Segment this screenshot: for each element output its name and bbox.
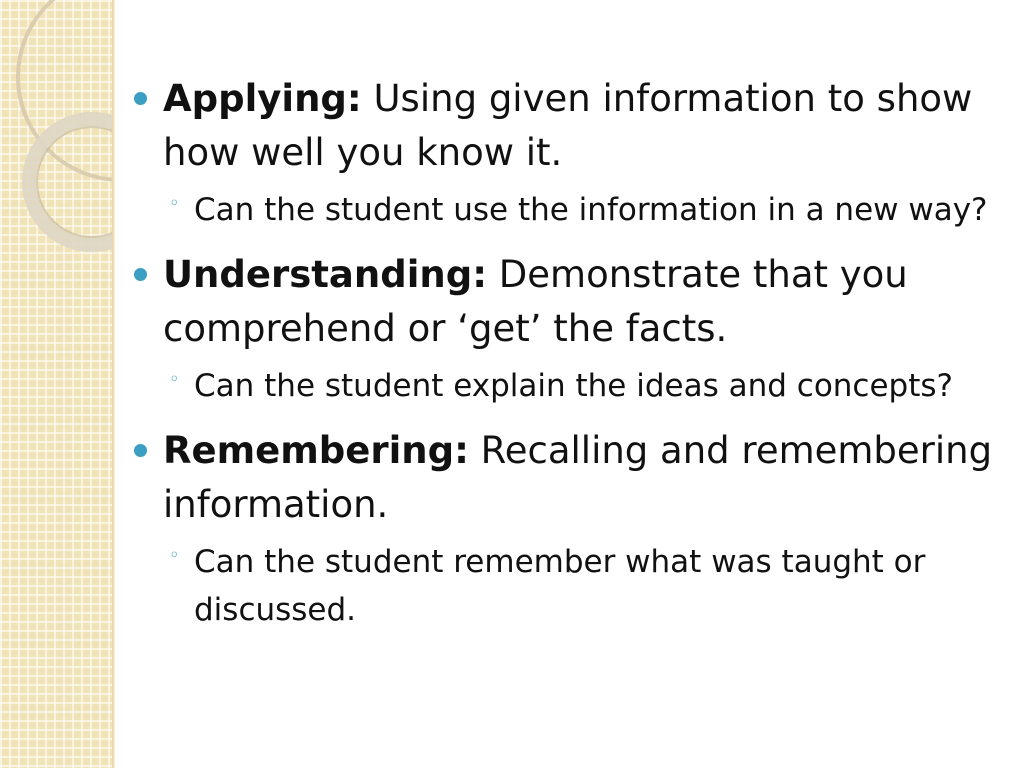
filled-circle-bullet-icon [134, 268, 147, 281]
sub-bullet-text: Can the student remember what was taught or discussed. [194, 544, 926, 628]
hollow-circle-bullet-icon: ◦ [169, 545, 180, 566]
decorative-side-panel [0, 0, 112, 768]
bullet-term: Applying: [163, 77, 362, 120]
bullet-item-remembering [131, 424, 1011, 532]
hollow-circle-bullet-icon: ◦ [169, 193, 180, 214]
sub-bullet-item [131, 538, 1011, 634]
filled-circle-bullet-icon [134, 444, 147, 457]
filled-circle-bullet-icon [134, 92, 147, 105]
hollow-circle-bullet-icon: ◦ [169, 369, 180, 390]
bullet-term: Understanding: [163, 253, 488, 296]
sub-bullet-item [131, 362, 1011, 410]
slide-content [131, 72, 1011, 648]
side-panel-edge [112, 0, 115, 768]
bullet-text: Using given information to show how well you know it. [163, 77, 973, 174]
bullet-term: Remembering: [163, 429, 469, 472]
bullet-item-understanding [131, 248, 1011, 356]
bullet-text: Demonstrate that you comprehend or ‘get’ the facts. [163, 253, 908, 350]
bullet-text: Recalling and remembering information. [163, 429, 993, 526]
sub-bullet-text: Can the student explain the ideas and concepts? [194, 368, 953, 404]
sub-bullet-item [131, 186, 1011, 234]
bullet-item-applying [131, 72, 1011, 180]
sub-bullet-text: Can the student use the information in a new way? [194, 192, 988, 228]
